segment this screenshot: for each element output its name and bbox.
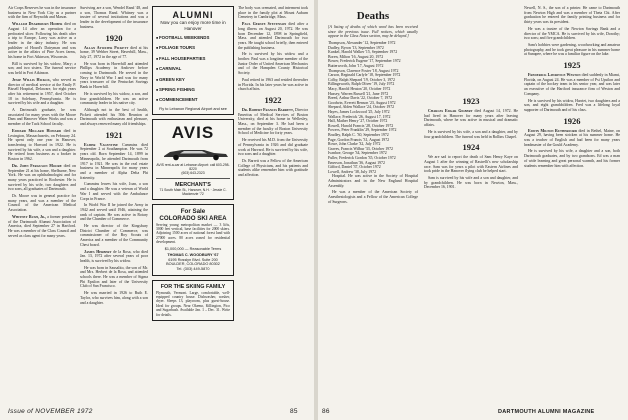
death-entry: Hayes, James Lockwood '25, July 1972	[328, 110, 390, 115]
paragraph: Newell, N. S., the son of a printer. He came to Dartmouth from Newton High and was a member of Theta Chi. After graduation he entered the family printing business and for thirty years was its president.	[524, 6, 620, 25]
paragraph: A Dartmouth graduate, he was associated for many years with the Moore Dam and Hanover Water Works and was a member of the Tuck School faculty.	[8, 108, 76, 127]
year-heading: 1923	[462, 96, 480, 106]
alumni-ad-list	[156, 33, 230, 106]
paragraph: He was a member of the American Society of Anesthesiologists and a Fellow of the American College of Surgeons.	[328, 190, 418, 204]
death-entry: Dudley, Byron '13, September 1972	[328, 45, 384, 50]
obituary-paragraph: Edward Millard Howard died in Lexington, Massachusetts, on February 24. He spent only one year in Hanover, transferring to Harvard in 1922. He is survived by his wife, a son and a daughter. He retired from business as a broker in Boston in 1962.	[8, 128, 76, 162]
death-entry: Bradley, Ralph C. '30, September 1972	[328, 132, 389, 137]
avis-logo: AVIS	[171, 122, 215, 142]
divider	[156, 178, 230, 179]
right-footer: DARTMOUTH ALUMNI MAGAZINE	[498, 409, 595, 415]
death-entry: Emerson, Jonathan '36, August 1972	[328, 160, 385, 165]
death-entry: Bower, Frederick Eugene '17, September 1972	[328, 59, 401, 64]
paragraph: We are sad to report the death of Sam Henry Kaye on August 1 after the winning of Rastrelli's new scholarship race. Sam was for years a pilot with Eastern Airlines and took pride in the Hanover flying club he helped start.	[424, 155, 518, 174]
paragraph: Sam is survived by his wife and a son and daughter, and by grandchildren. He was born in Newton, Mass., December 16, 1901.	[424, 176, 518, 190]
paragraph: In World War II he joined the Army in 1942 and served until 1946, attaining the rank of captain. He was active in Rotary and the Chamber of Commerce.	[80, 203, 148, 222]
right-column-2	[424, 6, 518, 398]
left-column-1	[8, 6, 76, 398]
alumni-ad-title: ALUMNI	[172, 10, 214, 20]
death-entry: Wallace, Frederick '26, August 17, 1972	[328, 114, 391, 119]
paragraph: He was born in Sausalito, the son of Mr. and Mrs. Herbert de la Rosa, and attended schools there. He was a member of Sigma Phi Epsilon and later of the University Club of San Francisco.	[80, 265, 148, 289]
left-column-3	[238, 6, 308, 398]
ski-ad-title: FOR THE SKIING FAMILY	[160, 283, 226, 290]
paragraph: He is survived by his widow, Harriet, two daughters and a son, and eight grandchildren. Fred was a lifelong loyal supporter of Dartmouth and of his class.	[524, 98, 620, 112]
left-page-number: 85	[290, 408, 298, 415]
death-entry: Rowell, Harold Francis '28, October 1972	[328, 123, 394, 128]
car-icon	[160, 145, 226, 161]
avis-ad-phone: (603) 643-2323	[181, 170, 205, 175]
paragraph: Air Corps Reserves he was in the insurance business in New York City as a partner with the firm of Reynolds and Mason.	[8, 6, 76, 20]
paragraph: Hospital. He was active in the Society of Hospital Administrators and in the New England Hospital Assembly.	[328, 174, 418, 188]
year-heading: 1920	[105, 32, 123, 43]
deaths-heading: Deaths	[356, 10, 390, 22]
deaths-intro: [A listing of deaths of which word has been received since the previous issue. Full notices, which usually appear in the Class Notes section, may be delayed.]	[328, 25, 418, 39]
death-entry: Graves, Francis Wilbur '33, October 1972	[328, 146, 393, 151]
paragraph: Sam's hobbies were gardening, woodworking and amateur photography, and he took great pleasure in his summer home at Sunapee, where he was a familiar figure on the lake.	[524, 42, 620, 57]
obituary-paragraph: Dr. Robert Francis Barrett, Director Emeritus of Medical Services of Boston University, died at his home in Wellesley, Mass., on September 3. He had been a member of the faculty of Boston University School of Medicine for forty years.	[238, 107, 308, 136]
death-entry: Hussey, Warren Russell '21, June 1972	[328, 91, 389, 96]
avis-ad-text: AVIS rent-a-car at Lebanon Airport: call 603-298-8220	[156, 162, 230, 171]
death-entry: Page, Gordon Francis '31, August 1972	[328, 137, 390, 142]
obituary-paragraph: Elmer Valentine Cummins died September 2 at Southampton. He was 72 years old. Born September 14, 1899 in Minneapolis, he attended Dartmouth from 1917 to 1921. He was in the real estate business in Minneapolis for many years and a member of Alpha Delta Phi fraternity.	[80, 142, 148, 180]
alumni-ad-item: ■ GREEN KEY	[156, 75, 230, 85]
year-heading: 1924	[462, 142, 480, 153]
death-entry: Thompson, Alexander '12, September 1972	[328, 41, 396, 46]
paragraph: Dr. Barrett was a Fellow of the American College of Physicians, and his patients and students alike remember him with gratitude and affection.	[238, 158, 308, 178]
left-column-2	[80, 6, 148, 398]
alumni-ad-item: ■ FOLIAGE TOURS	[156, 43, 230, 53]
left-footer: Issue of NOVEMBER 1972	[8, 408, 93, 415]
sale-ad-contact-address: 6195 Rosslyn Blvd. Suite 200	[168, 257, 218, 262]
alumni-ad-item: ■ CARNIVAL	[156, 64, 230, 74]
death-entry: Fuller, Frederick Gordon '35, October 1972	[328, 155, 396, 160]
death-entry: Hall, Mather Henry '27, October 1972	[328, 119, 388, 124]
alumni-ad-item: ■ SPRING FISHING	[156, 85, 230, 95]
alumni-ad-item: ■ FALL HOUSEPARTIES	[156, 54, 230, 64]
paragraph: He is survived by his wife, a son and a daughter, and by four grandchildren. The funeral was held in Rollins Chapel.	[424, 129, 518, 139]
death-entry: Colby, Ralph Shepard '19, October 3, 1972	[328, 77, 395, 82]
sale-ad-contact-city: BOULDER, COLORADO 80302	[166, 262, 220, 267]
advertisements-column	[152, 6, 234, 398]
death-entry: Boren, Milton '16, August 20, 1972	[328, 54, 384, 59]
paragraph: He was born in Haverhill and attended Phillips Academy in Andover before coming to Dartmouth. He served in the Navy in World War I and was for many years treasurer of the Pentucket Savings Bank in Haverhill.	[80, 61, 148, 90]
obituary-paragraph: Frederick Lawrence Weston died suddenly in Miami, Florida, on August 24. He was a member of Psi Upsilon and captain of the hockey team in his senior year, and was later an executive of the Hartford insurance firm of Weston and Company.	[524, 73, 620, 96]
death-entry: Kunkel, Harold Walker '15, September 1972	[328, 50, 398, 55]
skiing-family-ad	[152, 280, 234, 321]
sale-ad-text: Serving young metropolitan market — 3 lifts, 3000 feet vertical, base facilities for 2000 skiers. Adjoining 1500 acres of national forest land with 27000 acres. 80 acres zoned for residential development.	[156, 222, 230, 245]
paragraph: Although not in the best of health, Pickett attended his 50th Reunion at Dartmouth with enthusiasm and pleasure, and always renewed many old friendships.	[80, 107, 148, 127]
paragraph: He was a trustee of the Newton Savings Bank and a director of the YMCA. He is survived by his wife, Dorothy; two sons; and five grandchildren.	[524, 26, 620, 41]
obituary-paragraph: Jesse Willis Hickox, who served as director of medical service at the Emily P. Bissell Hospital, Delaware, for eight years after his retirement in 1957, died October 18 in Solebury, Pennsylvania. He is survived by his wife and a daughter.	[8, 77, 76, 106]
obituary-paragraph: Edwin Milton Rutherford died in Bethel, Maine, on August 29, having been stricken at his summer home. He was a teacher of English and had been for many years headmaster of the Gould Academy.	[524, 128, 620, 147]
death-entry: Powers, Peter Franklin '29, September 1972	[328, 128, 397, 133]
paragraph: He is survived by his widow, a son, and four grandchildren. He was an active community leader in his native city.	[80, 91, 148, 106]
alumni-ad-item: ■ FOOTBALL WEEKENDS	[156, 33, 230, 43]
death-entry: Macy, Harold Heaton '20, October 1972	[328, 87, 391, 92]
death-entry: Shepard, Alden Wallace '24, October 1972	[328, 105, 395, 110]
paragraph: He was married in 1926 to Ruth E. Taylor, who survives him, along with a son and a daughter.	[80, 291, 148, 305]
right-page	[318, 0, 628, 420]
death-entry: Thompson, Clarence Foster '18, August 1972	[328, 68, 399, 73]
ski-ad-text: Plymouth, Vermont. Large, comfortable, well-equipped country house. Dishwasher, washer, dryer. Sleeps 13, playroom, plus guest-house. Ideal for groups. Near Okemo, Killington, Pico and Sugarbush. Available Jan. 1 – Dec. 31. Write for details.	[156, 290, 230, 317]
deaths-list	[328, 41, 418, 174]
ski-area-sale-ad	[152, 204, 234, 276]
sale-ad-contact-phone: Tel. (303) 449-5870	[176, 267, 210, 272]
death-entry: Butterworth, John '17, August 1972	[328, 64, 384, 69]
paragraph: Dr. Moore was in general practice for many years, and was a member of the Council of the American Medical Association.	[8, 194, 76, 213]
death-entry: Rowe, John Clarke '32, July 1972	[328, 142, 381, 147]
death-entry: Billingsworth, Ralph Oliver '19, July 1972	[328, 82, 395, 87]
alumni-ad-footer: Fly to Lebanon Regional Airport and see	[159, 106, 227, 111]
alumni-ad-subtitle: Now you can enjoy more time in Hanover	[160, 20, 226, 31]
right-column-1	[328, 6, 418, 398]
death-entry: Lowell, Andrew '38, July 1972	[328, 169, 377, 174]
year-heading: 1922	[264, 94, 282, 105]
sale-ad-contact-name: THOMAS C. WOODBURY '67	[167, 253, 219, 258]
death-entry: Breed, Arthur Davis '22, October 7, 1972	[328, 96, 393, 101]
death-entry: Carson, Reginald Carlyle '18, September 1972	[328, 73, 401, 78]
right-page-number: 86	[322, 408, 330, 415]
avis-ad	[152, 119, 234, 200]
paragraph: He is survived by his wife, a daughter and a son, both Dartmouth graduates, and by two grandsons. Ed was a man of wide learning and great personal warmth, and his former students remember him with affection.	[524, 149, 620, 168]
paragraph: He was director of the Kingsbury District Chamber of Commerce, was commissioner of the Boy Scouts of America and a member of the Community Chest board.	[80, 224, 148, 247]
paragraph: Bill is survived by his widow, Mary; a son; and two sisters. The funeral service was held in Fort Atkinson.	[8, 61, 76, 76]
paragraph: He received his M.D. from the University of Pennsylvania in 1926 and did graduate work at Harvard. He is survived by his wife, two sons and a daughter.	[238, 138, 308, 157]
alumni-ad	[152, 6, 234, 115]
sale-ad-title: For Sale	[180, 207, 206, 215]
year-heading: 1926	[563, 115, 581, 126]
sale-ad-subtitle: COLORADO SKI AREA	[159, 215, 227, 223]
obituary-paragraph: Dr. John Ferguson Moore died on September 21 at his home, Shelburne, New York. He was an ophthalmologist and for many years practiced in Rochester. He is survived by his wife, two daughters and two sons, all graduates of Dartmouth.	[8, 163, 76, 192]
death-entry: Goodwin, Everett Benson '23, August 1972	[328, 100, 396, 105]
obituary-paragraph: Allan Atwater Pickett died at his home, 39 Webber Street, Haverhill, Mass., July 27, 1972 in the age of 77.	[80, 45, 148, 59]
paragraph: Surviving are a son, Wendel Rand '48, and a son, Thomas Rand. Whitney was a trustee of several institutions and was a leader in the development of the insurance business.	[80, 6, 148, 29]
obituary-paragraph: Paul Gerste Stevenson died after a long illness on August 20, 1972. He was born December 12, 1898 in Springfield, Mass. and attended Dartmouth for two years. He taught school briefly, then entered the publishing business.	[238, 22, 308, 50]
obituary-paragraph: James Herbert de la Rosa, who died Jan. 13, 1972 after several years of poor health, is survived by his widow.	[80, 249, 148, 263]
death-entry: Ivanhoe, George '34, September 1972	[328, 151, 387, 156]
right-column-3	[524, 6, 620, 398]
obituary-paragraph: Whitney Rush, Jr., a former president of the Dartmouth Alumni Association of America, died September 27 in Hartford. He was a member of the Class Council and served as class agent for many years.	[8, 214, 76, 238]
year-heading: 1925	[563, 60, 581, 71]
death-entry: Gifford, Daniel '37, October 1972	[328, 165, 381, 170]
obituary-paragraph: Charles Edgar Gilbert died August 14, 1972. He had lived in Hanover for many years after leaving Dartmouth, where he was active in musical and dramatic affairs.	[424, 109, 518, 128]
sale-ad-price: $1,000,000 — Reasonable Terms	[164, 246, 222, 251]
avis-ad-dealer: MERCHANT'S	[175, 181, 211, 188]
alumni-ad-item: ■ COMMENCEMENT	[156, 95, 230, 105]
paragraph: Cummins leaves his wife, Joan, a son and a daughter. He was a veteran of World War I and served with the Ambulance Corps in France.	[80, 182, 148, 201]
paragraph: He is survived by his widow and a brother. Paul was a longtime member of the Junior Order of United American Mechanics and of the Hampden County Historical Society.	[238, 52, 308, 76]
year-heading: 1921	[105, 129, 123, 140]
paragraph: The body was cremated, and interment took place in the family plot at Mount Auburn Cemetery in Cambridge, Mass.	[238, 6, 308, 20]
avis-ad-address: 71 South Main St., Hanover, N.H. · Jessie C. Mackenzie '72	[159, 187, 227, 196]
paragraph: Paul retired in 1963 and resided thereafter in Florida. In his later years he was active in church affairs.	[238, 77, 308, 92]
obituary-paragraph: William Dearbourn Homer died on August 14 after an operation for a perforated ulcer. Following his death after a trip to Europe, Larry was active as a leader in the dairy industry. He was publisher of Hoard's Dairyman and was active in the affairs of Pine Acres farms, his home in Fort Atkinson, Wisconsin.	[8, 22, 76, 60]
